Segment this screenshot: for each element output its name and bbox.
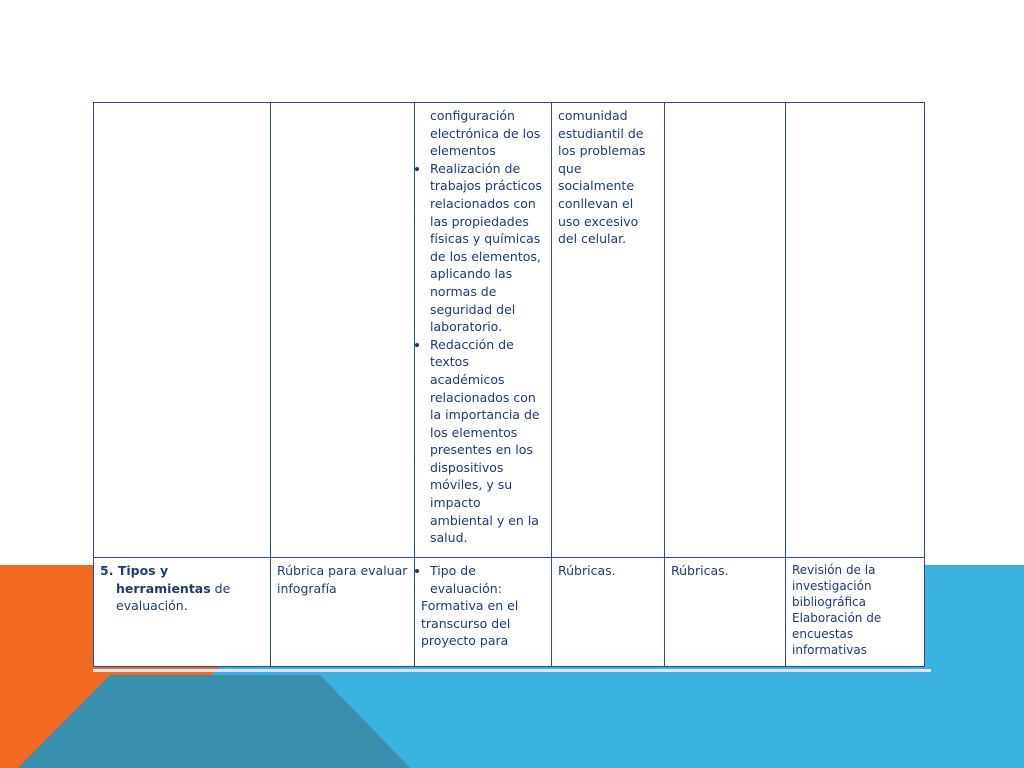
table-cell: [94, 558, 271, 667]
list-item: • Realización de trabajos prácticos relacionados con las propiedades físicas y químicas de los elementos, aplicando las normas de seguridad del laboratorio.: [430, 160, 545, 336]
cell-text: Rúbricas.: [671, 563, 729, 578]
evaluation-list: [421, 562, 545, 597]
cell-text: Revisión de la investigación bibliográfica: [792, 563, 876, 609]
table-row: [94, 558, 925, 667]
table-cell: [786, 103, 925, 558]
table-cell: [271, 103, 415, 558]
cell-text: Formativa en el transcurso del proyecto para: [421, 598, 519, 649]
table-cell: [271, 558, 415, 667]
table-cell: [786, 558, 925, 667]
section-title-bold: Tipos y herramientas: [116, 563, 211, 596]
section-heading: [100, 562, 264, 615]
table-row: [94, 103, 925, 558]
table-cell: [415, 558, 552, 667]
list-item: configuración electrónica de los elementos: [430, 108, 541, 159]
curriculum-table: [93, 102, 925, 667]
table-cell: [665, 558, 786, 667]
table-cell: [415, 103, 552, 558]
cell-text: Rúbricas.: [558, 563, 616, 578]
activities-list: [421, 160, 545, 547]
table-bottom-rule: [93, 669, 931, 672]
activities-list-continued: [421, 107, 545, 160]
section-title-rest: de evaluación.: [116, 580, 231, 614]
list-item: • Redacción de textos académicos relacionados con la importancia de los elementos presentes en los dispositivos móviles, y su impacto ambiental y en la salud.: [430, 336, 545, 547]
table-cell: [552, 103, 665, 558]
section-number: 5.: [100, 563, 114, 578]
cell-text: Elaboración de encuestas informativas: [792, 611, 882, 657]
cell-text: comunidad estudiantil de los problemas que socialmente conllevan el uso excesivo del celular.: [558, 108, 646, 247]
table-cell: [552, 558, 665, 667]
cell-text: Rúbrica para evaluar infografía: [277, 563, 408, 596]
table-cell: [94, 103, 271, 558]
table-cell: [665, 103, 786, 558]
list-item: • Tipo de evaluación:: [430, 562, 545, 597]
